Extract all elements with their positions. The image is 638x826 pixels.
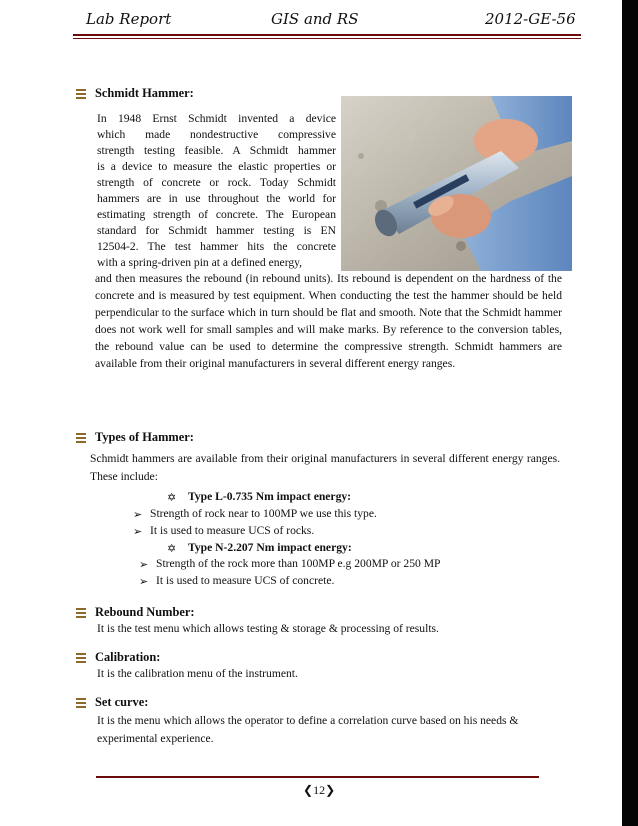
bullet-bars-icon xyxy=(76,698,86,709)
schmidt-wrapped-line: In 1948 Ernst Schmidt invented a device xyxy=(97,112,336,125)
type-n-item-1: Strength of the rock more than 100MP e.g 200MP or 250 MP xyxy=(156,557,441,570)
page-header xyxy=(0,10,620,32)
types-intro: Schmidt hammers are available from their original manufacturers in several different energy ranges. These include: xyxy=(90,452,560,483)
schmidt-wrapped-line: 12504-2. The test hammer hits the concrete xyxy=(97,240,336,253)
star-icon: ✡ xyxy=(167,492,177,504)
heading-rebound-number: Rebound Number: xyxy=(95,605,195,619)
bullet-bars-icon xyxy=(76,89,86,100)
header-rule-thin xyxy=(73,38,581,39)
schmidt-wrapped-line: standard for Schmidt hammer testing is EN xyxy=(97,224,336,237)
page-edge-bar xyxy=(622,0,638,826)
bullet-bars-icon xyxy=(76,433,86,444)
page-number-value: 12 xyxy=(313,783,326,797)
arrow-right-icon: ➢ xyxy=(133,509,143,521)
header-center: GIS and RS xyxy=(271,10,359,28)
chevron-right-icon: ❯ xyxy=(325,783,336,797)
type-n-title: Type N-2.207 Nm impact energy: xyxy=(188,541,352,554)
arrow-right-icon: ➢ xyxy=(139,559,149,571)
star-icon: ✡ xyxy=(167,543,177,555)
arrow-right-icon: ➢ xyxy=(139,576,149,588)
heading-set-curve: Set curve: xyxy=(95,695,149,709)
schmidt-hammer-photo xyxy=(341,96,572,271)
schmidt-wrapped-line: with a spring-driven pin at a defined energy, xyxy=(97,256,303,269)
bullet-bars-icon xyxy=(76,653,86,664)
heading-schmidt-hammer: Schmidt Hammer: xyxy=(95,86,194,100)
schmidt-wrapped-line: strength testing feasible. A Schmidt hammer xyxy=(97,144,336,157)
bullet-bars-icon xyxy=(76,608,86,619)
heading-calibration: Calibration: xyxy=(95,650,161,664)
type-n-item-2: It is used to measure UCS of concrete. xyxy=(156,574,335,587)
schmidt-wrapped-line: hammers are in use throughout the world for xyxy=(97,192,336,205)
schmidt-wrapped-line: is a device to measure the elastic properties or xyxy=(97,160,336,173)
photo-illustration xyxy=(341,96,572,271)
footer-rule xyxy=(96,776,539,778)
chevron-left-icon: ❮ xyxy=(303,783,314,797)
calibration-text: It is the calibration menu of the instrument. xyxy=(97,667,298,680)
rebound-text: It is the test menu which allows testing & storage & processing of results. xyxy=(97,622,439,635)
type-l-item-2: It is used to measure UCS of rocks. xyxy=(150,524,315,537)
schmidt-full-text: and then measures the rebound (in rebound units). Its rebound is dependent on the hardness of the concrete and is measured by test equipment. When conducting the test the hammer should be held perpendicular to the surface which in turn should be flat and smooth. Note that the Schmidt hammer does not work well for small samples and will make marks. By reference to the conversion tables, the rebound value can be used to determine the compressive strength. Schmidt hammers are available from their original manufacturers in several different energy ranges. xyxy=(95,272,562,370)
schmidt-wrapped-line: estimating strength of concrete. The European xyxy=(97,208,336,221)
header-left: Lab Report xyxy=(86,10,172,28)
schmidt-wrapped-line: which made nondestructive compressive xyxy=(97,128,336,141)
schmidt-wrapped-line: strength of concrete or rock. Today Schmidt xyxy=(97,176,336,189)
page-number xyxy=(303,783,335,798)
heading-types-of-hammer: Types of Hammer: xyxy=(95,430,194,444)
arrow-right-icon: ➢ xyxy=(133,526,143,538)
set-curve-text: It is the menu which allows the operator to define a correlation curve based on his needs & experimental experience. xyxy=(97,714,519,745)
type-l-title: Type L-0.735 Nm impact energy: xyxy=(188,490,352,503)
type-l-item-1: Strength of rock near to 100MP we use this type. xyxy=(150,507,377,520)
header-right: 2012-GE-56 xyxy=(485,10,576,28)
header-rule xyxy=(73,34,581,36)
